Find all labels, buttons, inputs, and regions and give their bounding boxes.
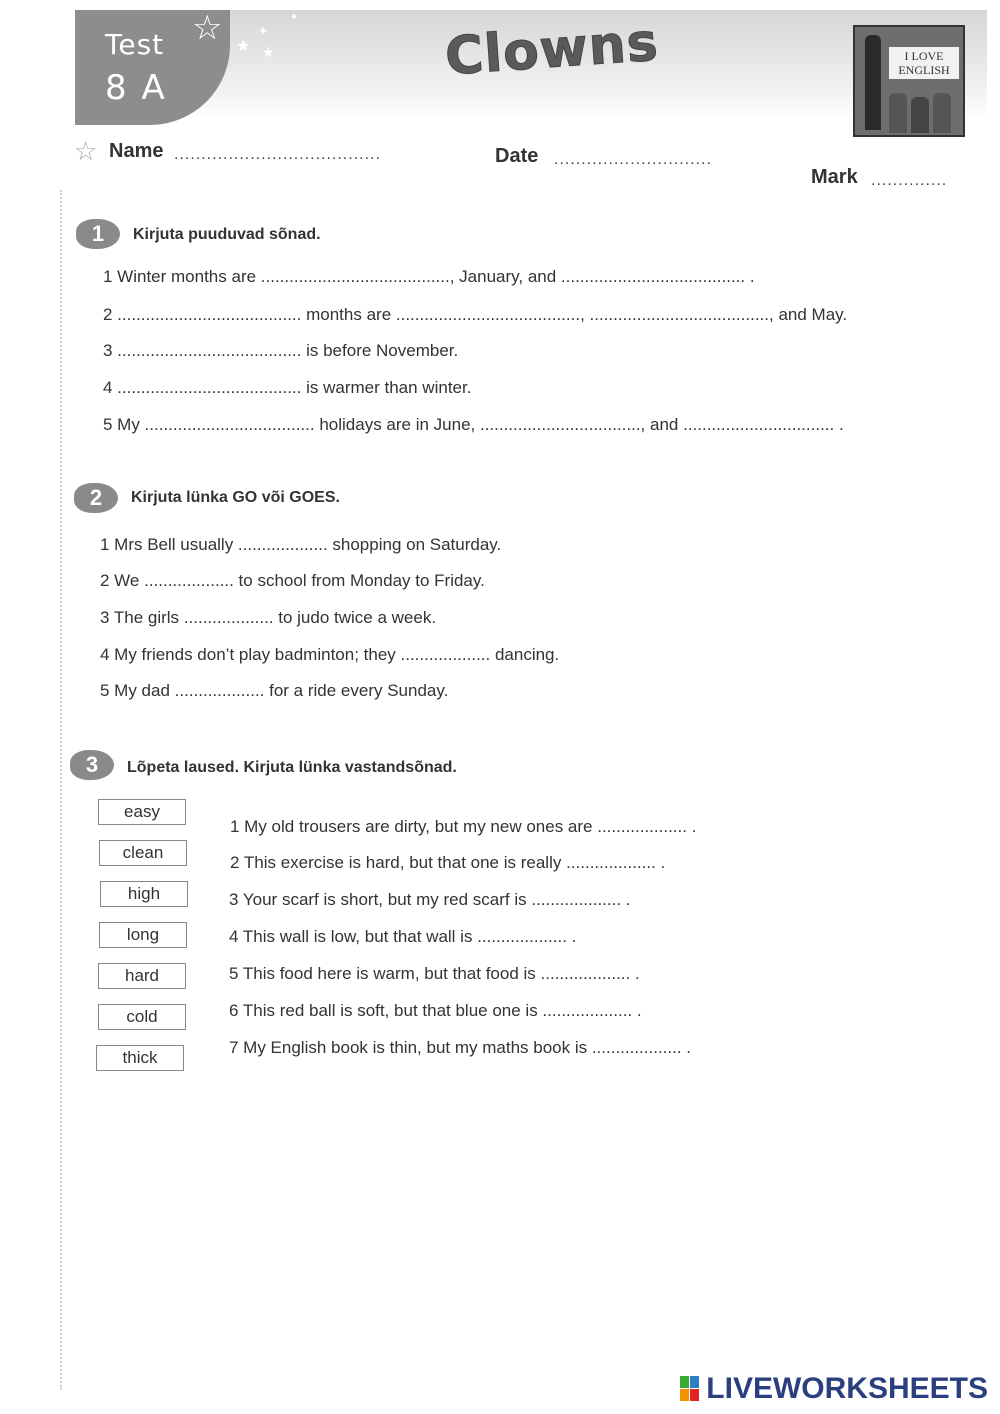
star-icon: ★	[236, 38, 251, 55]
word-box[interactable]: hard	[98, 963, 186, 989]
section-2-line[interactable]: 4 My friends don’t play badminton; they ................... dancing.	[100, 645, 560, 664]
section-2-line[interactable]: 2 We ................... to school from Monday to Friday.	[100, 571, 485, 590]
section-2-line[interactable]: 3 The girls ................... to judo twice a week.	[100, 608, 437, 627]
cover-figure	[865, 35, 881, 130]
cover-title: I LOVE ENGLISH	[889, 47, 959, 79]
section-1-line[interactable]: 2 ....................................... months are ......................................., ......................................, and May.	[103, 305, 848, 324]
section-1-title: Kirjuta puuduvad sõnad.	[133, 226, 321, 243]
word-box[interactable]: high	[100, 881, 188, 907]
cover-figure	[889, 93, 907, 133]
mark-field[interactable]: ..............	[871, 172, 948, 189]
word-box[interactable]: thick	[96, 1045, 184, 1071]
star-icon: ★	[262, 44, 275, 60]
star-icon: ✦	[258, 24, 269, 38]
word-box[interactable]: easy	[98, 799, 186, 825]
star-icon: ☆	[74, 136, 98, 166]
section-3-title: Lõpeta laused. Kirjuta lünka vastandsõnad.	[127, 759, 457, 776]
section-1-line[interactable]: 4 ....................................... is warmer than winter.	[103, 378, 472, 397]
book-cover-image	[853, 25, 965, 137]
section-3-line[interactable]: 2 This exercise is hard, but that one is really ................... .	[230, 853, 666, 872]
section-2-line[interactable]: 5 My dad ................... for a ride every Sunday.	[100, 681, 449, 700]
date-label: Date	[495, 145, 539, 167]
section-3-line[interactable]: 7 My English book is thin, but my maths book is ................... .	[229, 1038, 692, 1057]
test-label: Test	[105, 28, 165, 61]
section-1-line[interactable]: 1 Winter months are ........................................, January, and ....................................... .	[103, 267, 755, 286]
section-3-line[interactable]: 6 This red ball is soft, but that blue one is ................... .	[229, 1001, 642, 1020]
section-3-line[interactable]: 5 This food here is warm, but that food is ................... .	[229, 964, 640, 983]
section-1-number: 1	[76, 219, 120, 249]
mark-label: Mark	[811, 166, 858, 188]
star-icon: ☆	[192, 9, 223, 47]
section-3-line[interactable]: 3 Your scarf is short, but my red scarf is ................... .	[229, 890, 631, 909]
word-box[interactable]: cold	[98, 1004, 186, 1030]
section-3-line[interactable]: 1 My old trousers are dirty, but my new ones are ................... .	[230, 817, 697, 836]
section-3-number: 3	[70, 750, 114, 780]
section-2-number: 2	[74, 483, 118, 513]
liveworksheets-logo[interactable]	[680, 1372, 988, 1406]
brand-logo-icon	[680, 1376, 700, 1402]
word-box[interactable]: clean	[99, 840, 187, 866]
test-number: 8 A	[105, 68, 167, 108]
date-field[interactable]: .............................	[554, 151, 712, 168]
section-1-line[interactable]: 5 My .................................... holidays are in June, .................................., and ................................ .	[103, 415, 844, 434]
brand-name: LIVEWORKSHEETS	[706, 1372, 988, 1405]
section-1-line[interactable]: 3 ....................................... is before November.	[103, 341, 459, 360]
word-box[interactable]: long	[99, 922, 187, 948]
name-label: Name	[109, 140, 164, 162]
cover-figure	[911, 97, 929, 133]
star-icon: ✦	[290, 12, 299, 23]
section-2-title: Kirjuta lünka GO või GOES.	[131, 489, 340, 506]
margin-line	[60, 190, 64, 1390]
section-3-line[interactable]: 4 This wall is low, but that wall is ................... .	[229, 927, 577, 946]
cover-figure	[933, 93, 951, 133]
name-field[interactable]: ......................................	[174, 146, 381, 163]
page-title: Clowns	[443, 12, 661, 88]
section-2-line[interactable]: 1 Mrs Bell usually ................... shopping on Saturday.	[100, 535, 502, 554]
